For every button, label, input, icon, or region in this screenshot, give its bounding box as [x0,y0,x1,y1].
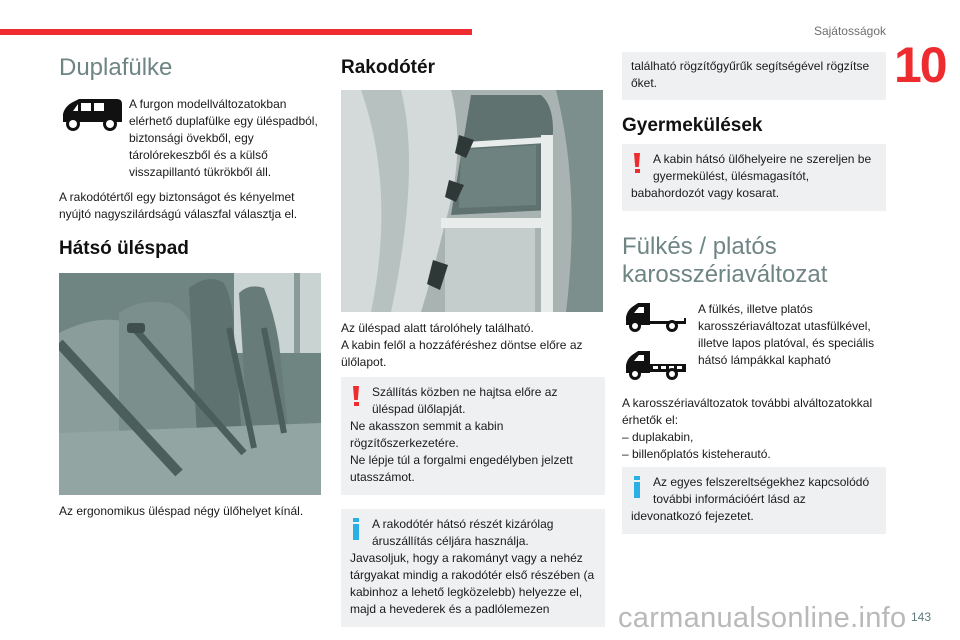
chassis-list-item-2: – billenőplatós kisteherautó. [622,447,771,461]
warning-icon [634,153,640,173]
continued-note-text: található rögzítőgyűrűk segítségével rögzítse őket. [631,59,870,90]
warning-note-cargo [341,377,605,495]
chassis-list-item-1: – duplakabin, [622,430,694,444]
header-accent-bar [0,29,472,35]
rear-bench-seat-illustration [59,273,321,495]
warning-lead-text: Szállítás közben ne hajtsa előre az üléspad ülőlapját. [372,385,558,416]
cargo-paragraph-1: Az üléspad alatt tárolóhely található. [341,321,534,335]
column-cargo [341,52,605,627]
warning-note-child-seats [622,144,886,211]
heading-rear-bench: Hátsó üléspad [59,238,189,259]
chassis-variants-paragraph: A karosszériaváltozatok további alváltozatokkal érhetők el: [622,396,873,427]
info-note-chassis [622,467,886,534]
double-cab-intro-text: A furgon modellváltozatokban elérhető duplafülke egy üléspadból, biztonsági övekből, egy tárolórekeszből és a külső visszapillantó tükrökből áll. [129,97,318,179]
van-icon [59,96,129,137]
column-double-cab [59,52,321,520]
info-icon [353,518,359,540]
page-number: 143 [911,610,932,624]
info-body-text: Javasoljuk, hogy a rakományt vagy a nehéz tárgyakat mindig a rakodótér első részében (a kabinhoz a lehető legközelebb) helyezze el, majd a hevederek és a padlólemezen [350,551,595,616]
warning-line-2: Ne lépje túl a forgalmi engedélyben jelzett utasszámot. [350,453,573,484]
warning-icon [353,386,359,406]
bulkhead-paragraph: A rakodótértől egy biztonságot és kényelmet nyújtó nagyszilárdságú válaszfal választja el. [59,190,298,221]
info-note-continued [622,52,886,100]
heading-chassis-platform: Fülkés / platós karosszériaváltozat [622,233,828,288]
heading-cargo-area: Rakodótér [341,57,435,78]
child-warning-body: babahordozót vagy kosarat. [631,186,780,200]
column-child-seats-chassis [622,52,886,534]
chassis-cab-icon [622,301,688,333]
warning-line-1: Ne akasszon semmit a kabin rögzítőszerkezetére. [350,419,504,450]
info-note-cargo [341,509,605,627]
chapter-number: 10 [894,37,946,93]
info-lead-text: A rakodótér hátsó részét kizárólag áruszállítás céljára használja. [372,517,554,548]
info-icon [634,476,640,498]
rear-bench-caption: Az ergonomikus üléspad négy ülőhelyet kínál. [59,504,304,518]
watermark: carmanualsonline.info [618,602,907,634]
child-warning-lead: A kabin hátsó ülőhelyeire ne szereljen be gyermekülést, ülésmagasítót, [653,152,872,183]
chassis-intro-text: A fülkés, illetve platós karosszériaváltozat utasfülkével, illetve lapos platóval, és speciális hátsó lámpákkal kapható [698,302,875,367]
cargo-paragraph-2: A kabin felől a hozzáféréshez döntse előre az ülőlapot. [341,338,583,369]
chassis-info-lead: Az egyes felszereltségekhez kapcsolódó további információért lásd az [653,475,870,506]
heading-child-seats: Gyermekülések [622,115,763,136]
chassis-info-body: idevonatkozó fejezetet. [631,509,754,523]
section-label: Sajátosságok [813,24,886,38]
double-cab-intro [59,96,321,181]
chassis-icons [622,301,700,381]
under-seat-storage-illustration [341,90,603,312]
page-title-double-cab: Duplafülke [59,54,173,81]
chassis-intro [622,301,886,381]
platform-cab-icon [622,349,688,381]
